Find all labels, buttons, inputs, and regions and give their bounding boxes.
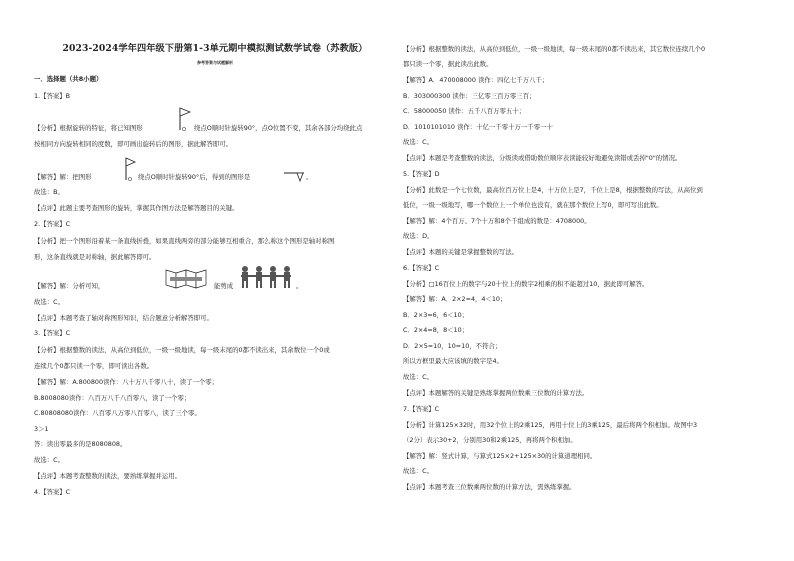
svg-text:O: O xyxy=(182,127,186,132)
q7-analysis-2: （2分）表示30+2，分别用30和2乘125，再将两个积相加。 xyxy=(403,436,577,444)
q1-choice: 故选：B。 xyxy=(34,188,64,196)
folded-paper-icon xyxy=(164,268,214,290)
q5-choice: 故选：D。 xyxy=(403,232,434,240)
q3-comment: 【点评】本题考查整数的读法，要熟练掌握并运用。 xyxy=(34,472,181,480)
q4-choice: 故选：C。 xyxy=(403,138,434,146)
q3-analysis-1: 【分析】根据整数的读法，从高位到低位，一级一级地读，每一级末尾的0都不读出来，其余数位一个0或 xyxy=(34,346,330,354)
q6-answer: 6.【答案】C xyxy=(403,264,440,272)
q5-solution: 【解答】解：4个百万、7个十万和8个千组成的数是：4708000。 xyxy=(403,217,591,225)
q7-comment: 【点评】本题考查三位数乘两位数的计算方法，需熟练掌握。 xyxy=(403,483,576,491)
q6-option-d: D．2×5=10，10=10，不符合； xyxy=(403,342,502,350)
q6-choice: 故选：C。 xyxy=(403,373,434,381)
q4-comment: 【点评】本题是考查整数的读法，分级读或借助数位顺序表读能较好地避免读错或丢掉"0"的情况。 xyxy=(403,154,682,162)
q2-comment: 【点评】本题考查了轴对称图形知识，结合题意分析解答即可。 xyxy=(34,314,213,322)
document-subtitle: 参考答案与试题解析 xyxy=(197,60,233,65)
q4-analysis-1: 【分析】根据整数的读法，从高位到低位，一级一级地读，每一级末尾的0都不读出来，其它数位连续几个0 xyxy=(403,45,706,53)
q5-answer: 5.【答案】D xyxy=(403,170,440,178)
q7-solution: 【解答】解：竖式计算，与算式125×2+125×30的计算道理相同。 xyxy=(403,452,597,460)
q2-analysis-1: 【分析】把一个图形沿着某一条直线折叠，如果直线两旁的部分能够互相重合，那么称这个图形是轴对称图 xyxy=(34,237,335,245)
q5-comment: 【点评】本题的关键是掌握整数的写法。 xyxy=(403,248,519,256)
q3-compare: 3＞1 xyxy=(34,425,49,433)
q3-analysis-2: 连续几个0都只读一个零，即可读出各数。 xyxy=(34,362,154,370)
q3-option-b: B.8008080读作：八百万八千八百零八，读了一个零； xyxy=(34,394,191,402)
q4-option-d: D．1010101010 读作：十亿一千零十万一千零一十 xyxy=(403,123,553,131)
q1-analysis-1: 【分析】根据旋转的特征，将已知图形 xyxy=(34,124,143,132)
q5-analysis-2: 低位，一级一级地写，哪一个数位上一个单位也没有，就在那个数位上写0，即可写出此数。 xyxy=(403,201,663,209)
q4-answer: 4.【答案】C xyxy=(34,488,71,496)
q4-option-c: C．58000050 读作：五千八百万零五十； xyxy=(403,107,526,115)
q3-choice: 故选：C。 xyxy=(34,456,65,464)
svg-text:O: O xyxy=(128,177,132,182)
q7-answer: 7.【答案】C xyxy=(403,405,440,413)
q1-analysis-3: 按相同方向旋转相同的度数，即可画出旋转后的图形，据此解答即可。 xyxy=(34,140,233,148)
q3-answer: 3.【答案】C xyxy=(34,329,71,337)
q6-comment: 【点评】本题解答的关键是熟练掌握两位数乘三位数的计算方法。 xyxy=(403,389,589,397)
q6-conclusion: 所以方框里最大应该填的数字是4。 xyxy=(403,357,503,365)
q4-option-a: 【解答】A．470008000 读作：四亿七千万八千； xyxy=(403,76,549,84)
rotated-flag-icon xyxy=(282,168,306,182)
q2-solution-2: 能剪成 xyxy=(214,282,234,290)
q2-solution-1: 【解答】解：分析可知， xyxy=(34,282,105,290)
q1-comment: 【点评】此题主要考查图形的旋转，掌握其作图方法是解答题目的关键。 xyxy=(34,204,239,212)
q2-analysis-2: 形，这条直线就是对称轴，据此解答即可。 xyxy=(34,253,156,261)
q1-solution-2: 绕点O顺时针旋转90°后，得到的图形是 xyxy=(138,173,251,181)
section-heading: 一．选择题（共8小题） xyxy=(34,75,103,83)
q1-solution-1: 【解答】解：把图形 xyxy=(34,173,92,181)
document-title: 2023-2024学年四年级下册第1-3单元期中模拟测试数学试卷（苏教版） xyxy=(62,43,368,54)
q4-analysis-2: 都只读一个零，据此读出此数。 xyxy=(403,60,493,68)
q6-option-b: B．2×3=6，6＜10； xyxy=(403,311,469,319)
q3-option-a: 【解答】解：A.800800读作：八十万八千零八十，读了一个零； xyxy=(34,378,219,386)
q2-solution-3: 。 xyxy=(296,282,303,290)
q7-analysis-1: 【分析】计算125×32时，用32个位上的2乘125，再用十位上的3乘125，最后将两个积相加。故图中3 xyxy=(403,421,698,429)
q1-analysis-2: 绕点O顺时针旋转90°，点O位置不变，其余各部分均绕此点 xyxy=(194,124,363,132)
q3-conclusion: 答：读出零最多的是8080808。 xyxy=(34,440,127,448)
q2-choice: 故选：C。 xyxy=(34,298,65,306)
q5-analysis-1: 【分析】此数是一个七位数，最高位百万位上是4，十万位上是7，千位上是8，根据整数的写法，从高位到 xyxy=(403,186,703,194)
q4-option-b: B．303000300 读作：三亿零三百万零三百； xyxy=(403,92,536,100)
q1-answer: 1.【答案】B xyxy=(34,92,71,100)
q7-choice: 故选：C。 xyxy=(403,467,434,475)
q6-option-a: 【解答】解：A．2×2=4，4＜10； xyxy=(403,295,507,303)
q3-option-c: C.80808080读作：八百零八万零八百零八，读了三个零。 xyxy=(34,409,201,417)
q6-option-c: C．2×4=8，8＜10； xyxy=(403,326,469,334)
q2-answer: 2.【答案】C xyxy=(34,220,71,228)
paper-people-chain-icon xyxy=(239,264,295,290)
q1-solution-3: 。 xyxy=(306,173,313,181)
q6-analysis: 【分析】□16百位上的数字与20十位上的数字2相乘的积不能超过10，据此即可解答。 xyxy=(403,280,649,288)
